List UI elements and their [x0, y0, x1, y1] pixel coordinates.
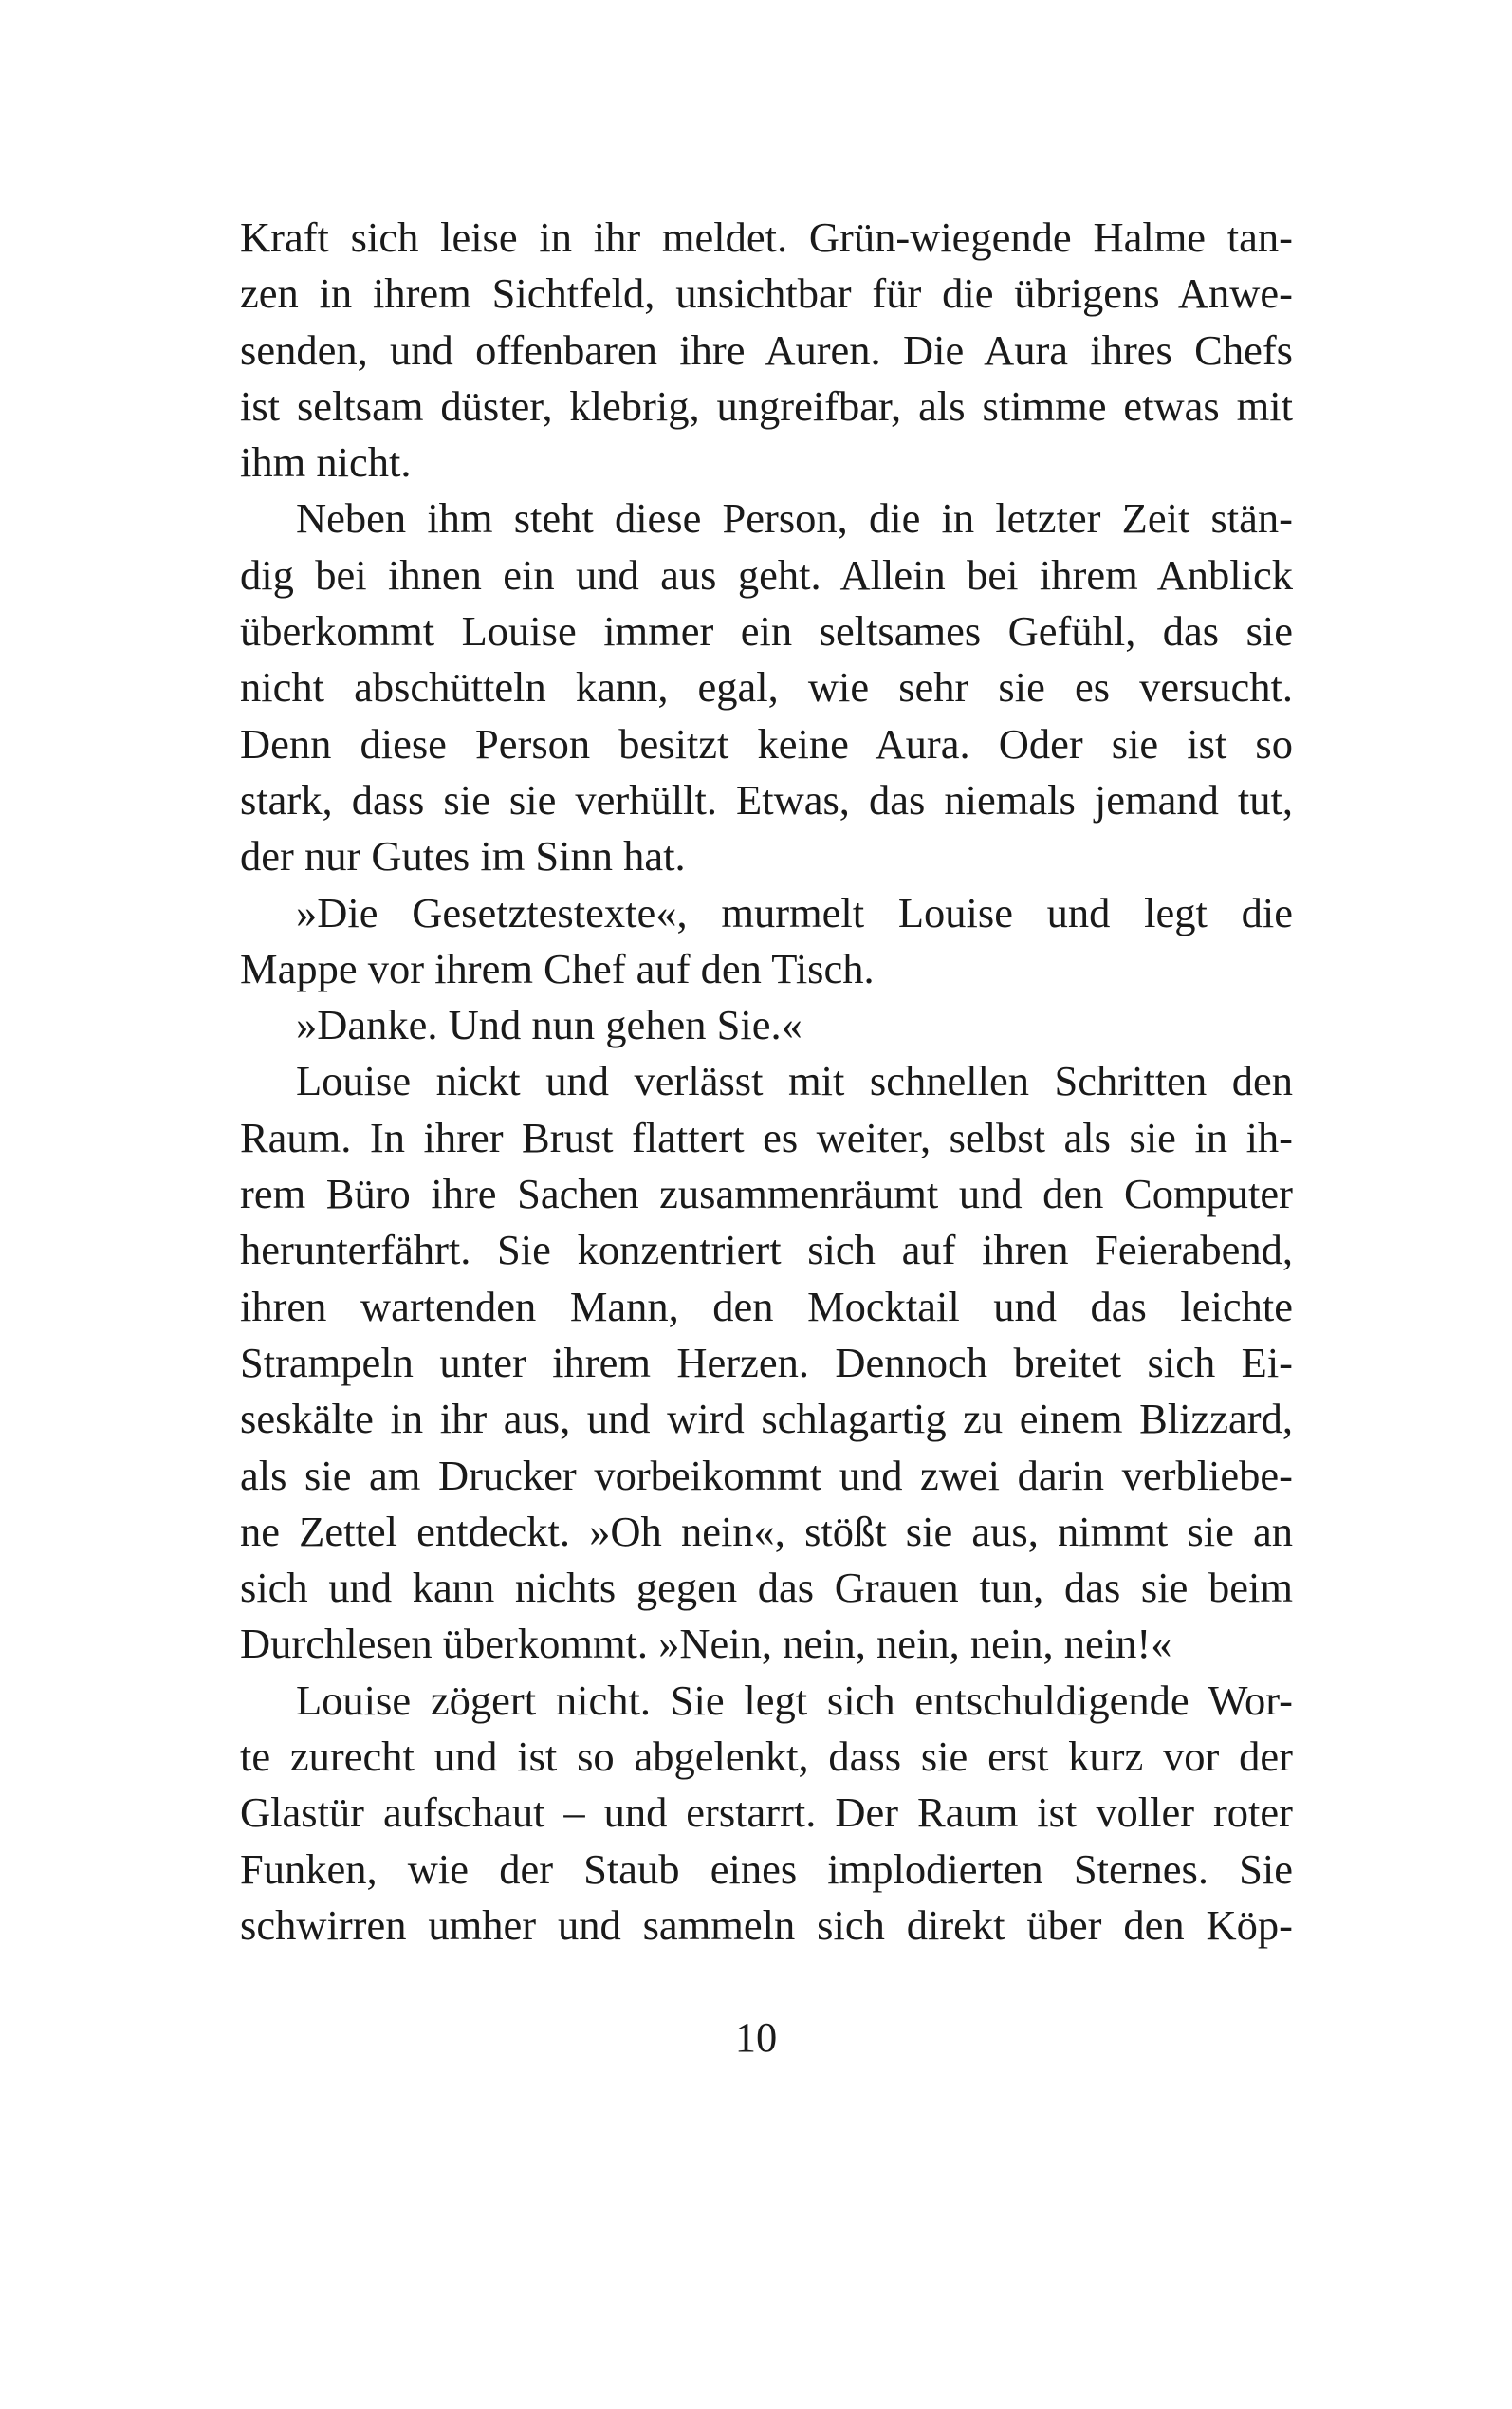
text-line: seskälte in ihr aus, und wird schlagartig zu einem Blizzard,: [240, 1395, 1293, 1443]
text-line: nicht abschütteln kann, egal, wie sehr sie es versucht.: [240, 663, 1293, 712]
text-line: Denn diese Person besitzt keine Aura. Oder sie ist so: [240, 719, 1293, 768]
text-line: der nur Gutes im Sinn hat.: [240, 832, 686, 880]
text-line: Funken, wie der Staub eines implodierten Sternes. Sie: [240, 1844, 1293, 1893]
text-line: ihren wartenden Mann, den Mocktail und das leichte: [240, 1282, 1293, 1330]
text-line: ist seltsam düster, klebrig, ungreifbar, als stimme etwas mit: [240, 381, 1293, 430]
text-line: Strampeln unter ihrem Herzen. Dennoch breitet sich Ei-: [240, 1338, 1293, 1386]
body-text: [240, 210, 1293, 1954]
text-line: stark, dass sie sie verhüllt. Etwas, das niemals jemand tut,: [240, 775, 1293, 824]
text-line: te zurecht und ist so abgelenkt, dass sie erst kurz vor der: [240, 1733, 1293, 1781]
page-number: 10: [734, 2013, 778, 2061]
paragraph-first-line: Louise nickt und verlässt mit schnellen Schritten den: [296, 1057, 1293, 1105]
paragraph-first-line: »Die Gesetztestexte«, murmelt Louise und legt die: [296, 888, 1293, 936]
paragraph-first-line: Neben ihm steht diese Person, die in letzter Zeit stän-: [296, 494, 1293, 543]
text-line: zen in ihrem Sichtfeld, unsichtbar für die übrigens Anwe-: [240, 269, 1293, 318]
text-line: sich und kann nichts gegen das Grauen tun, das sie beim: [240, 1564, 1293, 1612]
text-line: schwirren umher und sammeln sich direkt über den Köp-: [240, 1900, 1293, 1949]
text-line: herunterfährt. Sie konzentriert sich auf ihren Feierabend,: [240, 1226, 1293, 1274]
text-line: Raum. In ihrer Brust flattert es weiter, selbst als sie in ih-: [240, 1113, 1293, 1161]
paragraph-first-line: Louise zögert nicht. Sie legt sich entschuldigende Wor-: [296, 1676, 1293, 1724]
text-line: dig bei ihnen ein und aus geht. Allein bei ihrem Anblick: [240, 550, 1293, 599]
text-line: als sie am Drucker vorbeikommt und zwei darin verbliebe-: [240, 1451, 1293, 1499]
text-line: ihm nicht.: [240, 438, 412, 487]
text-line: Glastür aufschaut – und erstarrt. Der Raum ist voller roter: [240, 1788, 1293, 1837]
text-line: Durchlesen überkommt. »Nein, nein, nein, nein, nein!«: [240, 1620, 1172, 1668]
text-line: rem Büro ihre Sachen zusammenräumt und den Computer: [240, 1170, 1293, 1218]
text-line: Mappe vor ihrem Chef auf den Tisch.: [240, 944, 875, 992]
text-line: senden, und offenbaren ihre Auren. Die Aura ihres Chefs: [240, 325, 1293, 374]
paragraph-first-line: »Danke. Und nun gehen Sie.«: [296, 1001, 802, 1049]
text-line: überkommt Louise immer ein seltsames Gefühl, das sie: [240, 607, 1293, 656]
text-line: ne Zettel entdeckt. »Oh nein«, stößt sie aus, nimmt sie an: [240, 1507, 1293, 1555]
text-line: Kraft sich leise in ihr meldet. Grün-wiegende Halme tan-: [240, 213, 1293, 261]
